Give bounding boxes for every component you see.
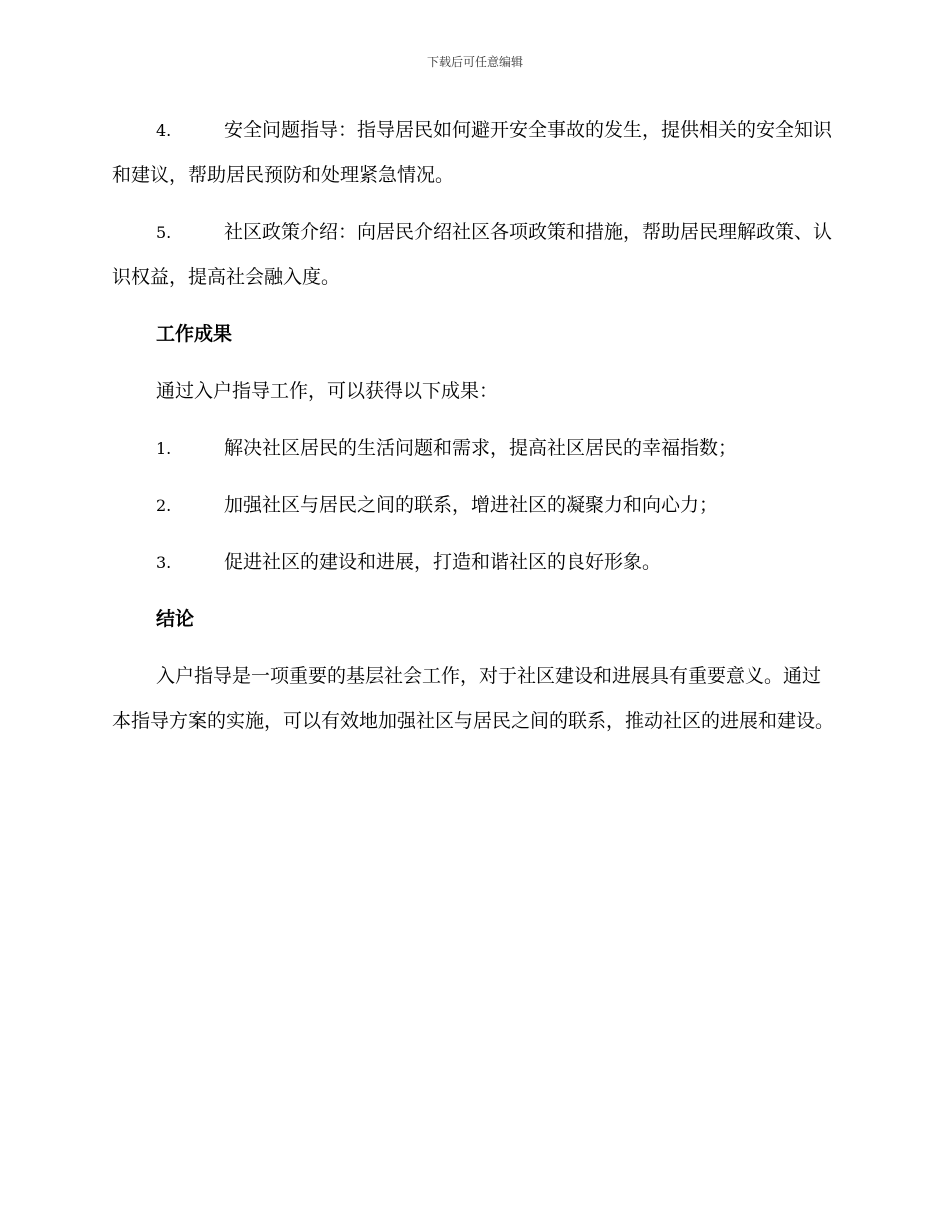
list-text: 安全问题指导：指导居民如何避开安全事故的发生，提供相关的安全知识和建议，帮助居民预防和处理紧急情况。 bbox=[112, 119, 833, 186]
list-text: 解决社区居民的生活问题和需求，提高社区居民的幸福指数； bbox=[224, 437, 738, 459]
list-item-policy-intro bbox=[112, 210, 834, 300]
list-number: 3. bbox=[156, 553, 172, 572]
list-number: 5. bbox=[156, 223, 172, 242]
list-text: 加强社区与居民之间的联系，增进社区的凝聚力和向心力； bbox=[224, 494, 719, 516]
conclusion-paragraph: 入户指导是一项重要的基层社会工作，对于社区建设和进展具有重要意义。通过本指导方案的实施，可以有效地加强社区与居民之间的联系，推动社区的进展和建设。 bbox=[112, 665, 835, 732]
header-note: 下载后可任意编辑 bbox=[426, 55, 523, 69]
document-body bbox=[112, 108, 834, 756]
list-item-result-1 bbox=[112, 426, 834, 471]
list-item-result-2 bbox=[112, 483, 834, 528]
list-number: 2. bbox=[156, 496, 172, 515]
list-text: 社区政策介绍：向居民介绍社区各项政策和措施，帮助居民理解政策、认识权益，提高社会融入度。 bbox=[112, 221, 833, 288]
list-item-safety-guidance bbox=[112, 108, 834, 198]
list-item-result-3 bbox=[112, 540, 834, 585]
section-heading-results: 工作成果 bbox=[156, 323, 233, 345]
section-heading-conclusion: 结论 bbox=[156, 608, 195, 630]
results-intro: 通过入户指导工作，可以获得以下成果： bbox=[156, 380, 499, 402]
list-number: 1. bbox=[156, 439, 172, 458]
list-number: 4. bbox=[156, 121, 172, 140]
list-text: 促进社区的建设和进展，打造和谐社区的良好形象。 bbox=[224, 551, 662, 573]
